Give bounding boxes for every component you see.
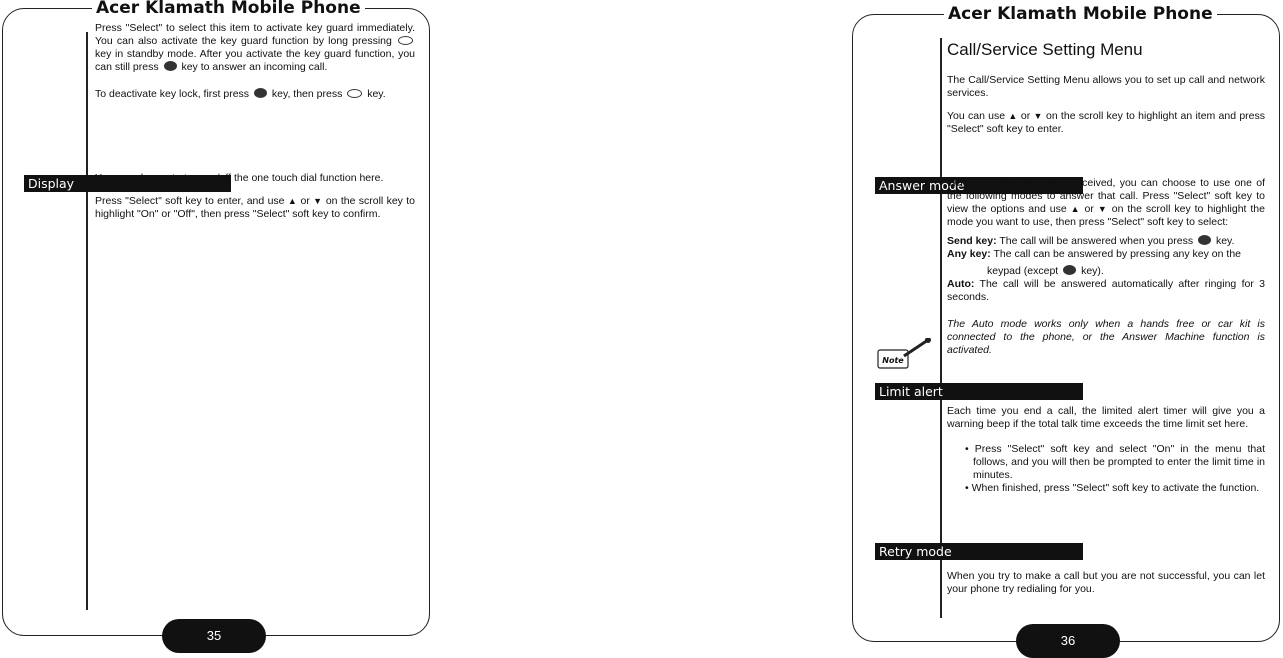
left-deactivate-text-2: key, then press	[271, 88, 343, 100]
limit-bullet-list	[947, 443, 1265, 495]
send-key-icon	[1063, 265, 1076, 275]
display-text-1: You can choose to turn on/off the one touch dial function here.	[95, 172, 384, 184]
send-key-text: The call will be answered when you press	[999, 235, 1194, 247]
left-intro-block	[95, 22, 415, 101]
scroll-up-arrow-icon: ▲	[1070, 204, 1081, 214]
limit-text-1: Each time you end a call, the limited alert timer will give you a warning beep if the total talk time exceeds the time limit set here.	[947, 405, 1265, 430]
section-heading-limit-alert: Limit alert	[875, 383, 1083, 400]
left-intro-text-2: key in standby mode. After you activate the key guard function, you can still press	[95, 48, 415, 73]
note-icon-label: Note	[882, 356, 904, 365]
left-page-frame	[2, 8, 430, 636]
right-intro-text-2a: You can use	[947, 110, 1006, 122]
any-key-label: Any key:	[947, 248, 991, 260]
scroll-up-arrow-icon: ▲	[287, 196, 298, 206]
section-heading-display: Display	[24, 175, 231, 192]
send-key-icon	[164, 61, 177, 71]
answer-text-1a: When an incoming call is received, you can choose to use one of the following modes to answer that call. Press "Select" soft key to view the options and use	[947, 177, 1265, 215]
any-key-text-3: key).	[1081, 265, 1104, 277]
left-deactivate-text-3: key.	[367, 88, 386, 100]
right-intro-text-2c: on the scroll key to highlight an item and press "Select" soft key to enter.	[947, 110, 1265, 135]
section-heading-retry-mode: Retry mode	[875, 543, 1083, 560]
left-intro-text-1: Press "Select" to select this item to activate key guard immediately. You can also activate the key guard function by long pressing	[95, 22, 415, 47]
scroll-down-arrow-icon: ▼	[1033, 111, 1043, 121]
right-page-header: Acer Klamath Mobile Phone	[944, 4, 1217, 24]
end-key-icon	[398, 36, 413, 45]
scroll-up-arrow-icon: ▲	[1008, 111, 1018, 121]
display-text-2b: or	[300, 195, 310, 207]
note-pencil-icon	[874, 338, 934, 372]
scroll-down-arrow-icon: ▼	[313, 196, 323, 206]
left-page-header: Acer Klamath Mobile Phone	[92, 0, 365, 18]
left-display-block	[95, 172, 415, 221]
limit-bullet-1: Press "Select" soft key and select "On" in the menu that follows, and you will then be prompted to enter the limit time in minutes.	[973, 443, 1265, 481]
display-text-2a: Press "Select" soft key to enter, and use	[95, 195, 285, 207]
send-key-icon	[254, 88, 267, 98]
page-number-36: 36	[1016, 624, 1120, 658]
send-key-icon	[1198, 235, 1211, 245]
retry-mode-block	[947, 570, 1265, 596]
list-item: • Press "Select" soft key and select "On" in the menu that follows, and you will then be prompted to enter the limit time in minutes.	[965, 443, 1265, 481]
limit-alert-block	[947, 405, 1265, 495]
auto-label: Auto:	[947, 278, 975, 290]
display-text-2c: on the scroll key to highlight "On" or "Off", then press "Select" soft key to confirm.	[95, 195, 415, 220]
section-heading-answer-mode: Answer mode	[875, 177, 1083, 194]
page-number-35: 35	[162, 619, 266, 653]
left-margin-rule	[86, 32, 88, 610]
left-deactivate-text-1: To deactivate key lock, first press	[95, 88, 250, 100]
right-intro-block	[947, 74, 1265, 136]
scroll-down-arrow-icon: ▼	[1097, 204, 1108, 214]
end-key-icon	[347, 89, 362, 98]
any-key-text-2: keypad (except	[987, 265, 1059, 277]
answer-text-1b: or	[1084, 203, 1094, 215]
retry-text-1: When you try to make a call but you are not successful, you can let your phone try redialing for you.	[947, 570, 1265, 595]
answer-mode-block	[947, 177, 1265, 357]
list-item: • When finished, press "Select" soft key to activate the function.	[965, 482, 1260, 494]
right-margin-rule	[940, 38, 942, 618]
left-intro-text-3: key to answer an incoming call.	[181, 61, 328, 73]
auto-text: The call will be answered automatically after ringing for 3 seconds.	[947, 278, 1265, 303]
send-key-label: Send key:	[947, 235, 997, 247]
page-title: Call/Service Setting Menu	[947, 40, 1143, 59]
send-key-text-2: key.	[1215, 235, 1235, 247]
limit-bullet-2: When finished, press "Select" soft key to activate the function.	[971, 482, 1260, 494]
note-text: The Auto mode works only when a hands free or car kit is connected to the phone, or the Answer Machine function is activated.	[947, 318, 1265, 356]
right-intro-text-2b: or	[1020, 110, 1031, 122]
answer-text-1c: on the scroll key to highlight the mode you want to use, then press "Select" soft key to select:	[947, 203, 1265, 228]
right-intro-text-1: The Call/Service Setting Menu allows you to set up call and network services.	[947, 74, 1265, 99]
any-key-text: The call can be answered by pressing any key on the	[993, 248, 1241, 260]
